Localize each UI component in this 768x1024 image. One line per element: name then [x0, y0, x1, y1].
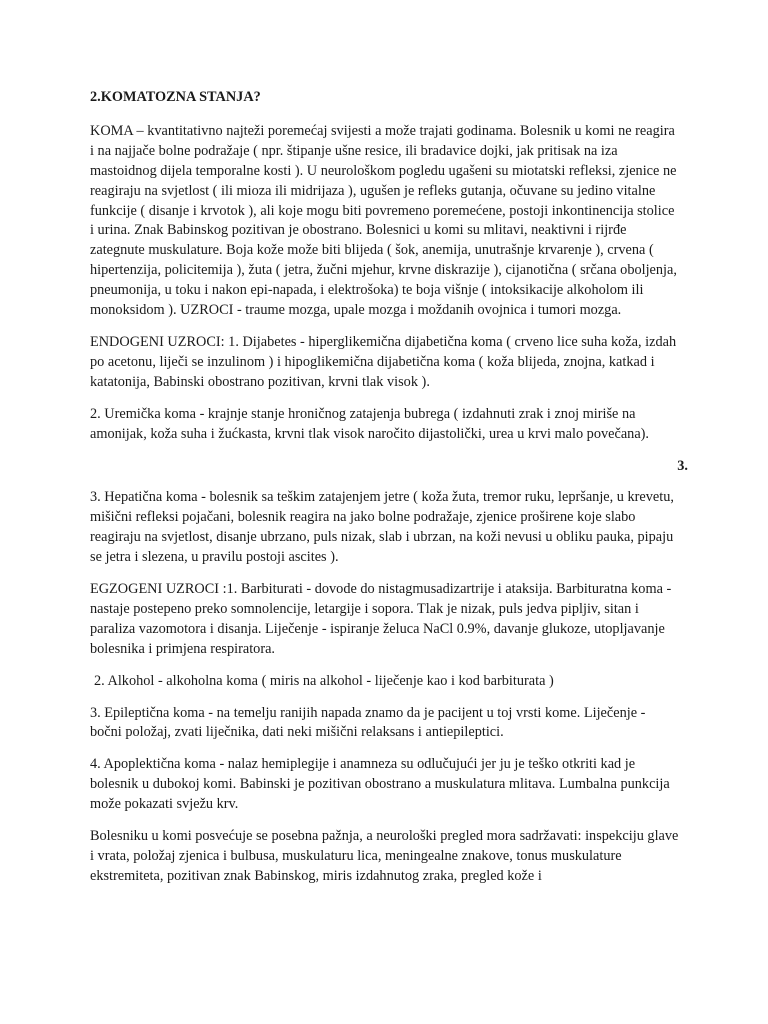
document-page — [90, 88, 688, 899]
paragraph-alkoholna-koma: 2. Alkohol - alkoholna koma ( miris na alkohol - liječenje kao i kod barbiturata ) — [94, 672, 554, 689]
document-title: 2.KOMATOZNA STANJA? — [90, 89, 261, 105]
page-marker: 3. — [677, 457, 688, 474]
paragraph-epilepticna-koma: 3. Epileptična koma - na temelju ranijih napada znamo da je pacijent u toj vrsti kome. Liječenje - bočni položaj, zvati liječnika, dati neki mišični relaksans i antiepileptici. — [90, 704, 646, 741]
paragraph-uremicka-koma: 2. Uremička koma - krajnje stanje hroničnog zatajenja bubrega ( izdahnuti zrak i znoj miriše na amonijak, koža suha i žućkasta, krvni tlak visok naročito dijastolički, urea u krvi malo povečana). — [90, 405, 649, 442]
paragraph-neuroloski-pregled: Bolesniku u komi posvećuje se posebna pažnja, a neurološki pregled mora sadržavati: inspekciju glave i vrata, položaj zjenica i bulbusa, muskulaturu lica, meningealne znakove, tonus muskulature ekstremiteta, pozitivan znak Babinskog, miris izdahnutog zraka, pregled kože i — [90, 828, 679, 884]
paragraph-hepaticna-koma: 3. Hepatična koma - bolesnik sa teškim zatajenjem jetre ( koža žuta, tremor ruku, lepršanje, u krevetu, mišični refleksi pojačani, bolesnik reagira na jako bolne podražaje, zjenice proširene koje slabo reagiraju na svjetlost, disanje ubrzano, puls nizak, slab i ubrzan, na koži nevusi u obliku pauka, pipaju se jetra i slezena, u pravilu postoji ascites ). — [90, 489, 674, 566]
paragraph-egzogeni-uzroci: EGZOGENI UZROCI :1. Barbiturati - dovode do nistagmusadizartrije i ataksija. Barbituratna koma - nastaje postepeno preko somnolencije, letargije i sopora. Tlak je nizak, puls jedva pipljiv, sitan i paraliza vazomotora i disanja. Liječenje - ispiranje želuca NaCl 0.9%, davanje glukoze, utopljavanje bolesnika i primjena respiratora. — [90, 581, 672, 657]
paragraph-endogeni-uzroci: ENDOGENI UZROCI: 1. Dijabetes - hiperglikemična dijabetična koma ( crveno lice suha koža, izdah po acetonu, liječi se inzulinom ) i hipoglikemična dijabetična koma ( koža blijeda, znojna, katkad i katatonija, Babinski obostrano pozitivan, krvni tlak visok ). — [90, 333, 677, 390]
paragraph-apoplekticna-koma: 4. Apoplektična koma - nalaz hemiplegije i anamneza su odlučujući jer ju je teško otkriti kad je bolesnik u dubokoj komi. Babinski je pozitivan obostrano a muskulatura mlitava. Lumbalna punkcija može pokazati svježu krv. — [90, 756, 670, 813]
paragraph-koma-definition: KOMA – kvantitativno najteži poremećaj svijesti a može trajati godinama. Bolesnik u komi ne reagira i na najjače bolne podražaje ( npr. štipanje ušne resice, ili bradavice dojki, jak pritisak na iza mastoidnog dijela temporalne kosti ). U neurološkom pogledu ugašeni su miotatski refleksi, zjenice ne reagiraju na svjetlost ( ili mioza ili midrijaza ), ugušen je refleks gutanja, očuvane su jedino vitalne funkcije ( disanje i krvotok ), ali koje mogu biti povremeno poremećene, postoji inkontinencija stolice i urina. Znak Babinskog pozitivan je obostrano. Bolesnici u komi su mlitavi, neaktivni i rijrđe zategnute muskulature. Boja kože može biti blijeda ( šok, anemija, unutrašnje krvarenje ), crvena ( hipertenzija, policitemija ), žuta ( jetra, žučni mjehur, krvne diskrazije ), cijanotična ( srčana oboljenja, pneumonija, u toku i nakon epi-napada, i elektrošoka) te boja višnje ( intoksikacije alkoholom ili monoksidom ). UZROCI - traume mozga, upale mozga i moždanih ovojnica i tumori mozga. — [90, 122, 677, 319]
